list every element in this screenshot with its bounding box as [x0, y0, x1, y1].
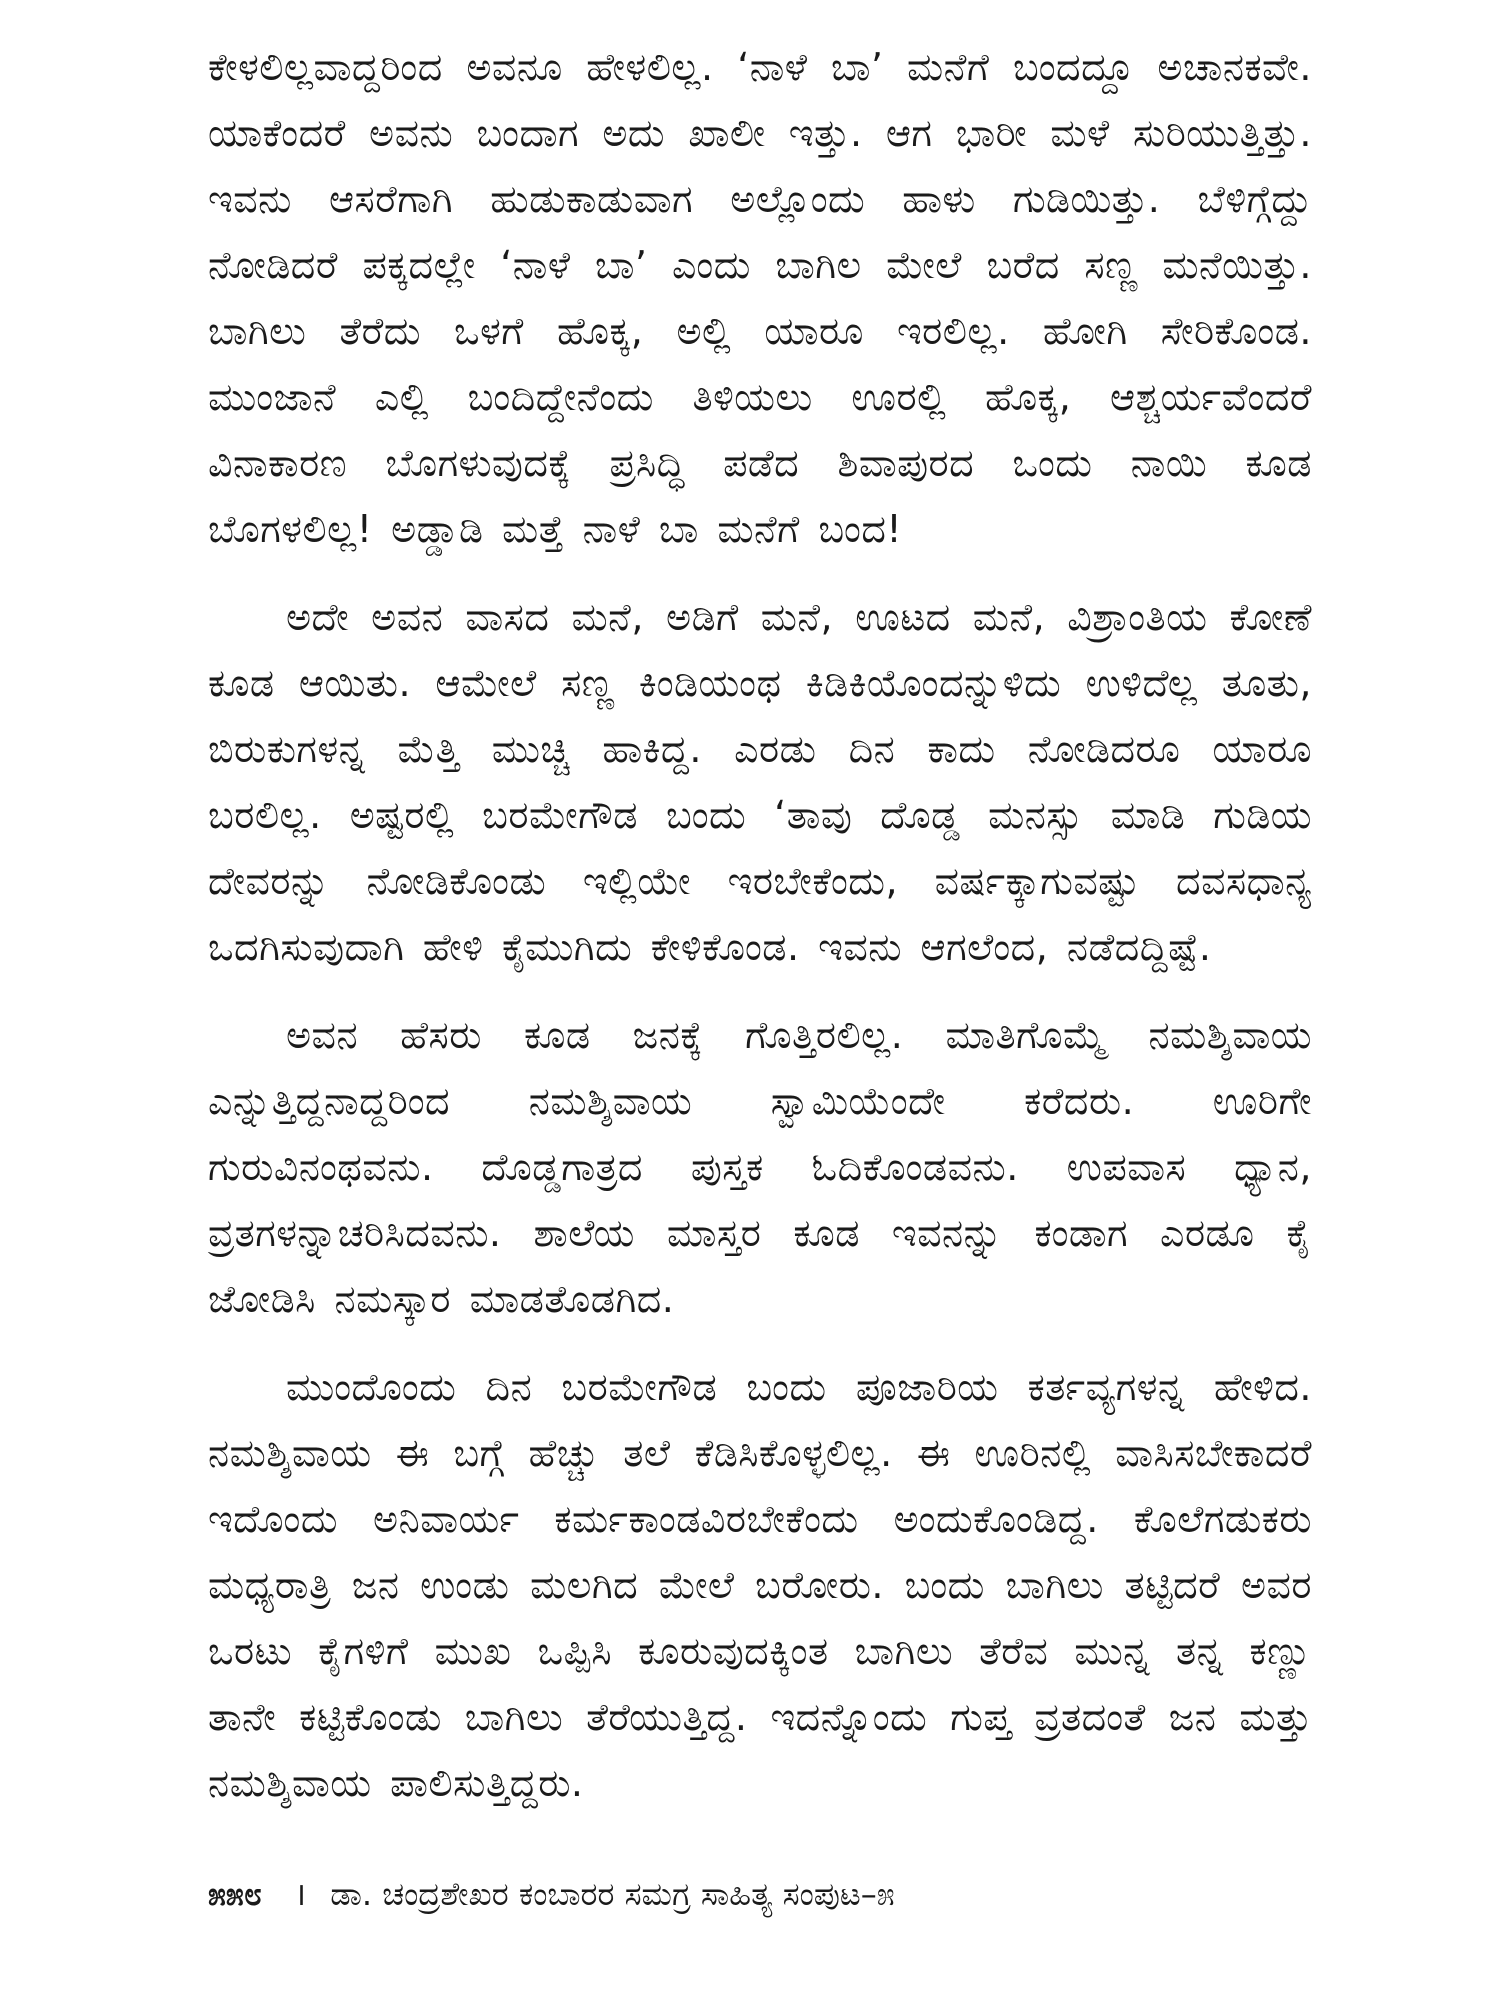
page-footer: [208, 1872, 1312, 1916]
paragraph-3: ಅವನ ಹೆಸರು ಕೂಡ ಜನಕ್ಕೆ ಗೊತ್ತಿರಲಿಲ್ಲ. ಮಾತಿಗೊಮ್ಮೆ ನಮಶ್ಶಿವಾಯ ಎನ್ನುತ್ತಿದ್ದನಾದ್ದರಿಂದ ನಮಶ್ಶಿವಾಯ ಸ್ವಾಮಿಯೆಂದೇ ಕರೆದರು. ಊರಿಗೇ ಗುರುವಿನಂಥವನು. ದೊಡ್ಡಗಾತ್ರದ ಪುಸ್ತಕ ಓದಿಕೊಂಡವನು. ಉಪವಾಸ ಧ್ಯಾನ, ವ್ರತಗಳನ್ನಾಚರಿಸಿದವನು. ಶಾಲೆಯ ಮಾಸ್ತರ ಕೂಡ ಇವನನ್ನು ಕಂಡಾಗ ಎರಡೂ ಕೈ ಜೋಡಿಸಿ ನಮಸ್ಕಾರ ಮಾಡತೊಡಗಿದ.: [208, 1013, 1312, 1321]
paragraph-1: ಕೇಳಲಿಲ್ಲವಾದ್ದರಿಂದ ಅವನೂ ಹೇಳಲಿಲ್ಲ. ‘ನಾಳೆ ಬಾ’ ಮನೆಗೆ ಬಂದದ್ದೂ ಅಚಾನಕವೇ. ಯಾಕೆಂದರೆ ಅವನು ಬಂದಾಗ ಅದು ಖಾಲೀ ಇತ್ತು. ಆಗ ಭಾರೀ ಮಳೆ ಸುರಿಯುತ್ತಿತ್ತು. ಇವನು ಆಸರೆಗಾಗಿ ಹುಡುಕಾಡುವಾಗ ಅಲ್ಲೊಂದು ಹಾಳು ಗುಡಿಯಿತ್ತು. ಬೆಳಿಗ್ಗೆದ್ದು ನೋಡಿದರೆ ಪಕ್ಕದಲ್ಲೇ ‘ನಾಳೆ ಬಾ’ ಎಂದು ಬಾಗಿಲ ಮೇಲೆ ಬರೆದ ಸಣ್ಣ ಮನೆಯಿತ್ತು. ಬಾಗಿಲು ತೆರೆದು ಒಳಗೆ ಹೊಕ್ಕ, ಅಲ್ಲಿ ಯಾರೂ ಇರಲಿಲ್ಲ. ಹೋಗಿ ಸೇರಿಕೊಂಡ. ಮುಂಜಾನೆ ಎಲ್ಲಿ ಬಂದಿದ್ದೇನೆಂದು ತಿಳಿಯಲು ಊರಲ್ಲಿ ಹೊಕ್ಕ, ಆಶ್ಚರ್ಯವೆಂದರೆ ವಿನಾಕಾರಣ ಬೊಗಳುವುದಕ್ಕೆ ಪ್ರಸಿದ್ಧಿ ಪಡೆದ ಶಿವಾಪುರದ ಒಂದು ನಾಯಿ ಕೂಡ ಬೊಗಳಲಿಲ್ಲ! ಅಡ್ಡಾಡಿ ಮತ್ತೆ ನಾಳೆ ಬಾ ಮನೆಗೆ ಬಂದ!: [208, 45, 1312, 551]
paragraph-4: ಮುಂದೊಂದು ದಿನ ಬರಮೇಗೌಡ ಬಂದು ಪೂಜಾರಿಯ ಕರ್ತವ್ಯಗಳನ್ನ ಹೇಳಿದ. ನಮಶ್ಶಿವಾಯ ಈ ಬಗ್ಗೆ ಹೆಚ್ಚು ತಲೆ ಕೆಡಿಸಿಕೊಳ್ಳಲಿಲ್ಲ. ಈ ಊರಿನಲ್ಲಿ ವಾಸಿಸಬೇಕಾದರೆ ಇದೊಂದು ಅನಿವಾರ್ಯ ಕರ್ಮಕಾಂಡವಿರಬೇಕೆಂದು ಅಂದುಕೊಂಡಿದ್ದ. ಕೊಲೆಗಡುಕರು ಮಧ್ಯರಾತ್ರಿ ಜನ ಉಂಡು ಮಲಗಿದ ಮೇಲೆ ಬರೋರು. ಬಂದು ಬಾಗಿಲು ತಟ್ಟಿದರೆ ಅವರ ಒರಟು ಕೈಗಳಿಗೆ ಮುಖ ಒಪ್ಪಿಸಿ ಕೂರುವುದಕ್ಕಿಂತ ಬಾಗಿಲು ತೆರೆವ ಮುನ್ನ ತನ್ನ ಕಣ್ಣು ತಾನೇ ಕಟ್ಟಿಕೊಂಡು ಬಾಗಿಲು ತೆರೆಯುತ್ತಿದ್ದ. ಇದನ್ನೊಂದು ಗುಪ್ತ ವ್ರತದಂತೆ ಜನ ಮತ್ತು ನಮಶ್ಶಿವಾಯ ಪಾಲಿಸುತ್ತಿದ್ದರು.: [208, 1365, 1312, 1805]
paragraph-2: ಅದೇ ಅವನ ವಾಸದ ಮನೆ, ಅಡಿಗೆ ಮನೆ, ಊಟದ ಮನೆ, ವಿಶ್ರಾಂತಿಯ ಕೋಣೆ ಕೂಡ ಆಯಿತು. ಆಮೇಲೆ ಸಣ್ಣ ಕಿಂಡಿಯಂಥ ಕಿಡಿಕಿಯೊಂದನ್ನುಳಿದು ಉಳಿದೆಲ್ಲ ತೂತು, ಬಿರುಕುಗಳನ್ನ ಮೆತ್ತಿ ಮುಚ್ಚಿ ಹಾಕಿದ್ದ. ಎರಡು ದಿನ ಕಾದು ನೋಡಿದರೂ ಯಾರೂ ಬರಲಿಲ್ಲ. ಅಷ್ಟರಲ್ಲಿ ಬರಮೇಗೌಡ ಬಂದು ‘ತಾವು ದೊಡ್ಡ ಮನಸ್ಸು ಮಾಡಿ ಗುಡಿಯ ದೇವರನ್ನು ನೋಡಿಕೊಂಡು ಇಲ್ಲಿಯೇ ಇರಬೇಕೆಂದು, ವರ್ಷಕ್ಕಾಗುವಷ್ಟು ದವಸಧಾನ್ಯ ಒದಗಿಸುವುದಾಗಿ ಹೇಳಿ ಕೈಮುಗಿದು ಕೇಳಿಕೊಂಡ. ಇವನು ಆಗಲೆಂದ, ನಡೆದದ್ದಿಷ್ಟೆ.: [208, 595, 1312, 969]
footer-separator: ।: [293, 1875, 307, 1913]
book-page: [208, 34, 1312, 1974]
page-number: ೫೫೮: [208, 1875, 262, 1913]
book-title: ಡಾ. ಚಂದ್ರಶೇಖರ ಕಂಬಾರರ ಸಮಗ್ರ ಸಾಹಿತ್ಯ ಸಂಪುಟ–೫: [330, 1875, 895, 1913]
